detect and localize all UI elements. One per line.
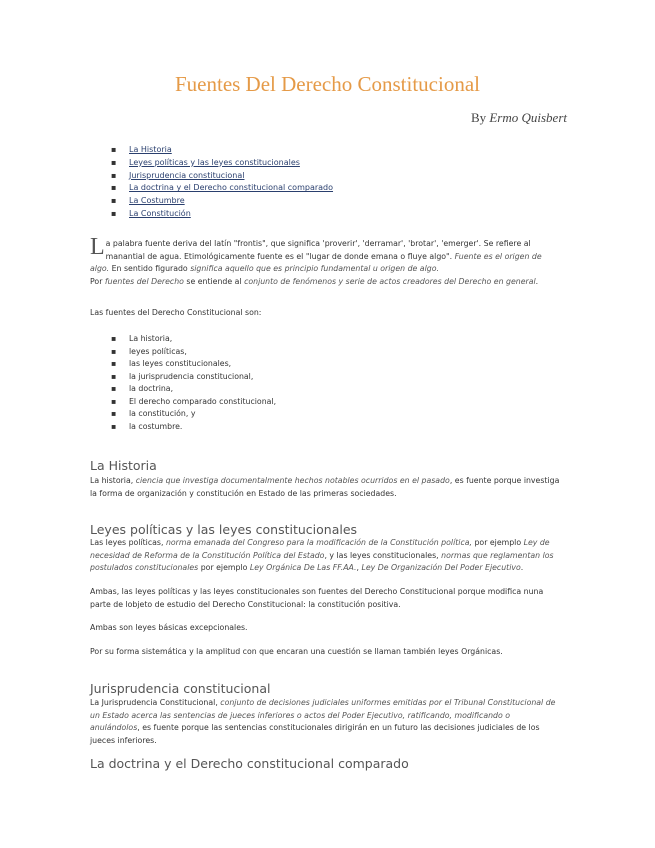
section-heading-leyes: Leyes políticas y las leyes constitucionales bbox=[90, 522, 358, 537]
page-title: Fuentes Del Derecho Constitucional bbox=[174, 72, 480, 96]
list-item: ▪ la doctrina, bbox=[111, 383, 276, 396]
paragraph-emphasis: Ley de necesidad de Reforma de la Constitución Política del Estado bbox=[90, 538, 550, 560]
intro-emphasis: conjunto de fenómenos y serie de actos creadores del Derecho en general bbox=[244, 276, 536, 286]
toc-item[interactable] bbox=[111, 195, 333, 208]
intro-emphasis: Fuente es el origen de algo. bbox=[90, 251, 542, 274]
toc-link-costumbre[interactable]: La Costumbre bbox=[129, 196, 185, 206]
intro-text: se entiende al bbox=[183, 276, 245, 286]
section-heading-historia: La Historia bbox=[90, 458, 157, 473]
list-item: ▪ El derecho comparado constitucional, bbox=[111, 396, 276, 409]
intro-emphasis: significa aquello que es principio fundamental u origen de algo. bbox=[190, 264, 439, 274]
toc-item[interactable] bbox=[111, 208, 333, 221]
list-item: ▪ las leyes constitucionales, bbox=[111, 358, 276, 371]
list-item: ▪ La historia, bbox=[111, 333, 276, 346]
toc-link-doctrina[interactable]: La doctrina y el Derecho constitucional comparado bbox=[129, 183, 334, 193]
paragraph-emphasis: normas que reglamentan los postulados constitucionales bbox=[90, 550, 554, 573]
intro-text: Por bbox=[90, 276, 105, 286]
toc-link-jurisprudencia[interactable]: Jurisprudencia constitucional bbox=[129, 170, 245, 180]
toc-link-leyes[interactable]: Leyes políticas y las leyes constitucionales bbox=[129, 157, 300, 167]
section-heading-doctrina: La doctrina y el Derecho constitucional comparado bbox=[90, 756, 409, 771]
paragraph-text: por ejemplo bbox=[198, 563, 250, 573]
section-heading-jurisprudencia: Jurisprudencia constitucional bbox=[90, 681, 271, 696]
table-of-contents bbox=[111, 144, 333, 221]
list-item: ▪ la jurisprudencia constitucional, bbox=[111, 371, 276, 384]
paragraph-emphasis: conjunto de decisiones judiciales uniformes emitidas por el Tribunal Constitucional de un Estado acerca las sentencias de jueces inferiores o actos del Poder Ejecutivo, ratificando, modificando o anulándolos bbox=[90, 698, 556, 733]
paragraph-text: por ejemplo bbox=[472, 538, 524, 547]
leyes-paragraph-3: Ambas son leyes básicas excepcionales. bbox=[90, 623, 248, 632]
byline-prefix: By bbox=[470, 110, 487, 125]
toc-link-constitucion[interactable]: La Constitución bbox=[129, 208, 191, 218]
jurisprudencia-paragraph bbox=[90, 697, 560, 747]
paragraph-text: Las leyes políticas, bbox=[90, 538, 166, 547]
paragraph-text: , es fuente porque las sentencias constitucionales dirigirán en un futuro las decisiones judiciales de los jueces inferiores. bbox=[90, 723, 540, 745]
byline bbox=[471, 110, 567, 126]
intro-paragraph bbox=[90, 234, 560, 288]
toc-link-historia[interactable]: La Historia bbox=[129, 145, 172, 154]
paragraph-text: La Jurisprudencia Constitucional, bbox=[90, 698, 221, 707]
list-item: ▪ la constitución, y bbox=[111, 408, 276, 421]
sources-list bbox=[111, 333, 276, 433]
list-item: ▪ la costumbre. bbox=[111, 421, 276, 434]
paragraph-emphasis: Ley Orgánica De Las FF.AA. bbox=[249, 563, 357, 573]
leyes-paragraph-2: Ambas, las leyes políticas y las leyes constitucionales son fuentes del Derecho Constitucional porque modifica nuna parte de lobjeto de estudio del Derecho Constitucional: la constitución positiva. bbox=[90, 587, 544, 609]
intro-text: En sentido figurado bbox=[109, 264, 191, 274]
drop-cap: L bbox=[90, 234, 105, 260]
toc-item[interactable] bbox=[111, 182, 333, 195]
leyes-paragraph-4: Por su forma sistemática y la amplitud con que encaran una cuestión se llaman también leyes Orgánicas. bbox=[90, 647, 503, 656]
paragraph-emphasis: Ley De Organización Del Poder Ejecutivo bbox=[361, 563, 521, 573]
paragraph-text: . bbox=[520, 563, 524, 573]
toc-item[interactable] bbox=[111, 170, 333, 183]
sources-intro: Las fuentes del Derecho Constitucional son: bbox=[90, 308, 262, 317]
paragraph-text: , es fuente porque investiga la forma de organización y constitución en Estado de las primeras sociedades. bbox=[90, 476, 560, 498]
paragraph-emphasis: ciencia que investiga documentalmente hechos notables ocurridos en el pasado bbox=[135, 476, 450, 485]
intro-text: a palabra fuente deriva del latín "frontis", que significa 'proverir', 'derramar', 'brotar', 'emerger'. Se refiere al manantial de agua. Etimológicamente fuente es el "lugar de donde emana o fluye algo". bbox=[105, 239, 531, 261]
byline-author: Ermo Quisbert bbox=[489, 110, 567, 125]
leyes-paragraph bbox=[90, 537, 560, 575]
paragraph-text: La historia, bbox=[90, 476, 136, 485]
historia-paragraph bbox=[90, 475, 560, 500]
paragraph-emphasis: norma emanada del Congreso para la modificación de la Constitución política, bbox=[165, 538, 472, 547]
toc-item[interactable] bbox=[111, 157, 333, 170]
list-item: ▪ leyes políticas, bbox=[111, 346, 276, 359]
paragraph-text: , y las leyes constitucionales, bbox=[324, 550, 442, 560]
toc-item[interactable] bbox=[111, 144, 333, 157]
intro-emphasis: fuentes del Derecho bbox=[104, 276, 184, 286]
intro-text: . bbox=[535, 276, 539, 286]
paragraph-text: , bbox=[356, 563, 362, 573]
